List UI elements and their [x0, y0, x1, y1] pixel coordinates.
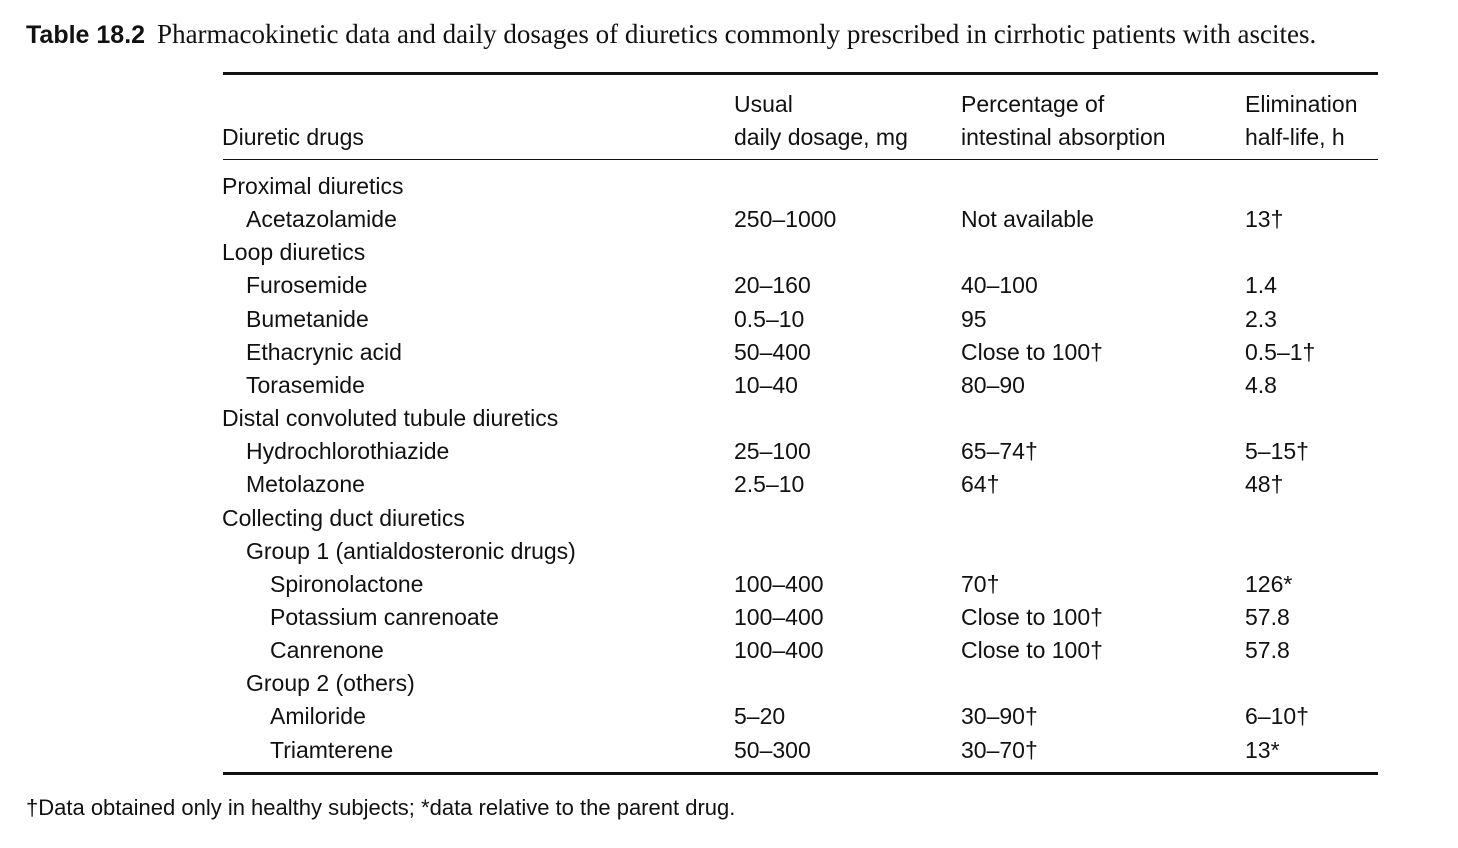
header-daily-dosage-line1: Usual: [734, 91, 793, 117]
cell-drug-name: Triamterene: [270, 736, 394, 763]
cell-absorption: Close to 100†: [961, 637, 1103, 664]
cell-absorption: 30–70†: [961, 736, 1038, 763]
table-row: [0, 468, 1458, 501]
cell-absorption: Close to 100†: [961, 338, 1103, 365]
cell-drug-name: Ethacrynic acid: [246, 338, 402, 365]
cell-drug-name: Proximal diuretics: [222, 173, 404, 199]
cell-absorption: 64†: [961, 471, 1000, 498]
cell-drug-name: Torasemide: [246, 371, 365, 398]
table-row: [0, 667, 1458, 700]
cell-drug-name: Bumetanide: [246, 305, 369, 332]
cell-half-life: 1.4: [1245, 272, 1277, 299]
bottom-rule: [223, 772, 1378, 775]
table-row: [0, 336, 1458, 369]
cell-drug-name: Loop diuretics: [222, 239, 366, 266]
header-daily-dosage: [734, 88, 908, 154]
cell-daily-dosage: 50–400: [734, 338, 811, 365]
header-absorption-line1: Percentage of: [961, 91, 1105, 117]
cell-drug-name: Metolazone: [246, 471, 365, 498]
cell-drug-name: Group 2 (others): [246, 670, 415, 697]
table-row: [0, 634, 1458, 667]
cell-daily-dosage: 20–160: [734, 272, 811, 299]
cell-absorption: 40–100: [961, 272, 1038, 299]
table-row: [0, 535, 1458, 568]
cell-drug-name: Distal convoluted tubule diuretics: [222, 405, 559, 432]
table-row: [0, 236, 1458, 269]
header-rule: [223, 159, 1378, 160]
cell-drug-name: Hydrochlorothiazide: [246, 438, 450, 465]
cell-daily-dosage: 100–400: [734, 570, 824, 597]
header-intestinal-absorption: [961, 88, 1166, 154]
cell-half-life: 126*: [1245, 570, 1293, 597]
cell-half-life: 57.8: [1245, 637, 1290, 664]
table-row: [0, 269, 1458, 302]
cell-absorption: 95: [961, 305, 987, 332]
cell-absorption: 80–90: [961, 371, 1025, 398]
cell-drug-name: Potassium canrenoate: [270, 603, 499, 630]
cell-absorption: Close to 100†: [961, 603, 1103, 630]
cell-drug-name: Collecting duct diuretics: [222, 504, 465, 531]
cell-absorption: 30–90†: [961, 703, 1038, 730]
cell-drug-name: Acetazolamide: [246, 206, 397, 233]
table-row: [0, 170, 1458, 203]
table-footnote: †Data obtained only in healthy subjects; *data relative to the parent drug.: [26, 795, 736, 820]
table-row: [0, 700, 1458, 733]
cell-absorption: 70†: [961, 570, 1000, 597]
table-row: [0, 303, 1458, 336]
cell-daily-dosage: 50–300: [734, 736, 811, 763]
cell-daily-dosage: 100–400: [734, 637, 824, 664]
table-row: [0, 369, 1458, 402]
cell-daily-dosage: 100–400: [734, 603, 824, 630]
cell-half-life: 57.8: [1245, 603, 1290, 630]
cell-half-life: 13*: [1245, 736, 1280, 763]
header-daily-dosage-line2: daily dosage, mg: [734, 124, 908, 150]
cell-daily-dosage: 10–40: [734, 371, 798, 398]
cell-half-life: 13†: [1245, 206, 1284, 233]
cell-drug-name: Furosemide: [246, 272, 368, 299]
table-row: [0, 568, 1458, 601]
cell-half-life: 48†: [1245, 471, 1284, 498]
cell-daily-dosage: 2.5–10: [734, 471, 805, 498]
cell-daily-dosage: 25–100: [734, 438, 811, 465]
table-row: [0, 435, 1458, 468]
cell-drug-name: Spironolactone: [270, 570, 424, 597]
table-row: [0, 734, 1458, 767]
cell-daily-dosage: 250–1000: [734, 206, 837, 233]
cell-half-life: 2.3: [1245, 305, 1277, 332]
header-diuretic-drugs: Diuretic drugs: [222, 124, 364, 150]
cell-drug-name: Amiloride: [270, 703, 366, 730]
table-row: [0, 203, 1458, 236]
cell-half-life: 5–15†: [1245, 438, 1309, 465]
table-caption: [26, 16, 1446, 53]
cell-half-life: 6–10†: [1245, 703, 1309, 730]
cell-daily-dosage: 5–20: [734, 703, 786, 730]
table-label: Table 18.2: [26, 21, 146, 49]
table-row: [0, 601, 1458, 634]
cell-half-life: 4.8: [1245, 371, 1277, 398]
cell-half-life: 0.5–1†: [1245, 338, 1316, 365]
header-halflife-line1: Elimination: [1245, 91, 1358, 117]
cell-daily-dosage: 0.5–10: [734, 305, 805, 332]
caption-text: Pharmacokinetic data and daily dosages of diuretics commonly prescribed in cirrhotic patients with ascites.: [157, 19, 1317, 49]
cell-drug-name: Canrenone: [270, 637, 384, 664]
header-halflife-line2: half-life, h: [1245, 124, 1345, 150]
header-elimination-half-life: [1245, 88, 1358, 154]
table-row: [0, 502, 1458, 535]
table-row: [0, 402, 1458, 435]
cell-absorption: Not available: [961, 206, 1094, 233]
top-rule: [223, 72, 1378, 75]
cell-absorption: 65–74†: [961, 438, 1038, 465]
header-absorption-line2: intestinal absorption: [961, 124, 1166, 150]
cell-drug-name: Group 1 (antialdosteronic drugs): [246, 537, 576, 564]
